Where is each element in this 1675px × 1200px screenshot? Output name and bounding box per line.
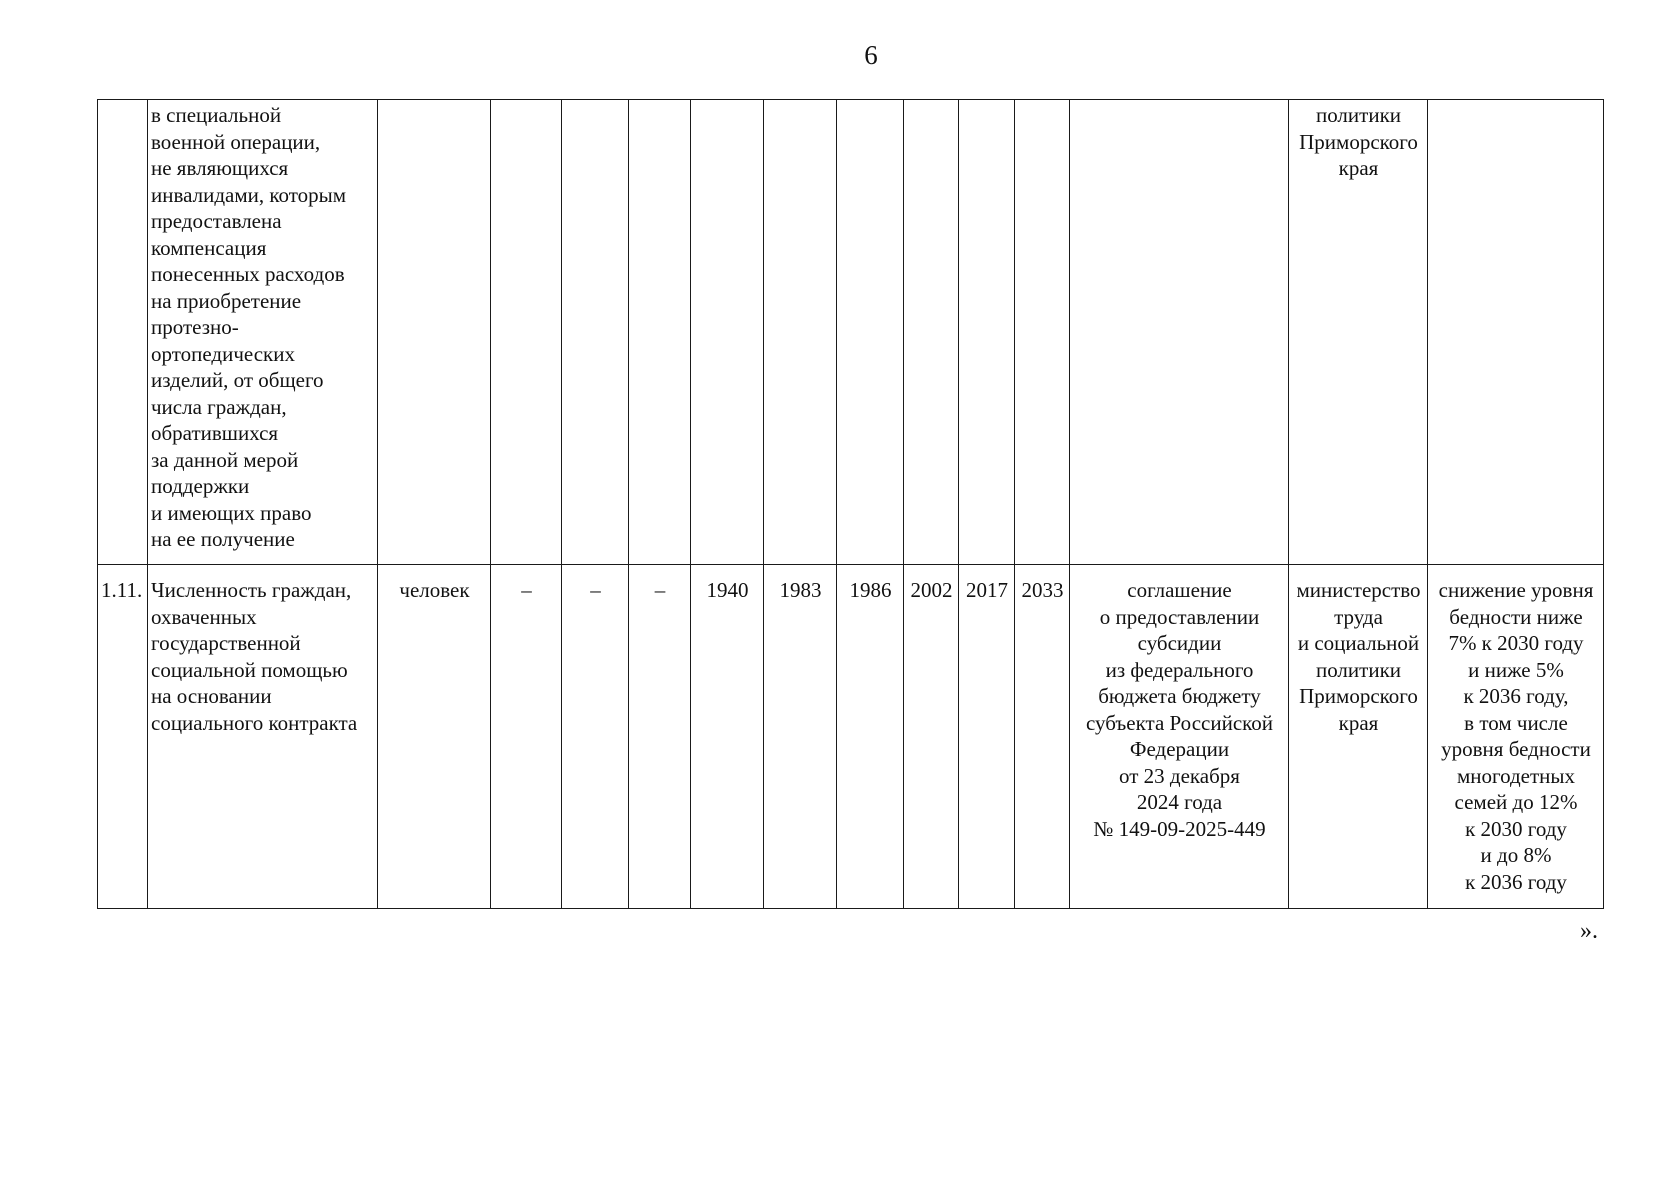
cell-value-8: 2017 (959, 565, 1015, 909)
cell-value-3 (629, 100, 691, 565)
closing-quote-mark: ». (1580, 918, 1598, 944)
cell-source-document (1070, 100, 1289, 565)
cell-value-4: 1940 (691, 565, 764, 909)
cell-value-4 (691, 100, 764, 565)
cell-value-7: 2002 (904, 565, 959, 909)
cell-value-2 (562, 100, 629, 565)
cell-value-1: – (491, 565, 562, 909)
cell-value-9 (1015, 100, 1070, 565)
cell-number (98, 100, 148, 565)
cell-source-document: соглашение о предоставлении субсидии из федерального бюджета бюджету субъекта Российской Федерации от 23 декабря 2024 года № 149-09-2025-449 (1070, 565, 1289, 909)
cell-goal (1428, 100, 1604, 565)
cell-value-5: 1983 (764, 565, 837, 909)
indicators-table (97, 99, 1604, 909)
cell-goal: снижение уровня бедности ниже 7% к 2030 году и ниже 5% к 2036 году, в том числе уровня бедности многодетных семей до 12% к 2030 году и до 8% к 2036 году (1428, 565, 1604, 909)
cell-value-5 (764, 100, 837, 565)
cell-value-7 (904, 100, 959, 565)
cell-value-6 (837, 100, 904, 565)
cell-value-9: 2033 (1015, 565, 1070, 909)
cell-value-6: 1986 (837, 565, 904, 909)
cell-value-8 (959, 100, 1015, 565)
cell-responsible: министерство труда и социальной политики Приморского края (1289, 565, 1428, 909)
page-number: 6 (864, 40, 878, 70)
cell-value-1 (491, 100, 562, 565)
cell-value-2: – (562, 565, 629, 909)
cell-number: 1.11. (98, 565, 148, 909)
cell-unit (378, 100, 491, 565)
cell-unit: человек (378, 565, 491, 909)
table-row-1-11 (98, 565, 1604, 909)
cell-indicator-name: в специальной военной операции, не являющихся инвалидами, которым предоставлена компенсация понесенных расходов на приобретение протезно- ортопедических изделий, от общего числа граждан, обратившихся за данной мерой поддержки и имеющих право на ее получение (148, 100, 378, 565)
table-row-continuation (98, 100, 1604, 565)
cell-indicator-name: Численность граждан, охваченных государственной социальной помощью на основании социального контракта (148, 565, 378, 909)
cell-responsible: политики Приморского края (1289, 100, 1428, 565)
cell-value-3: – (629, 565, 691, 909)
